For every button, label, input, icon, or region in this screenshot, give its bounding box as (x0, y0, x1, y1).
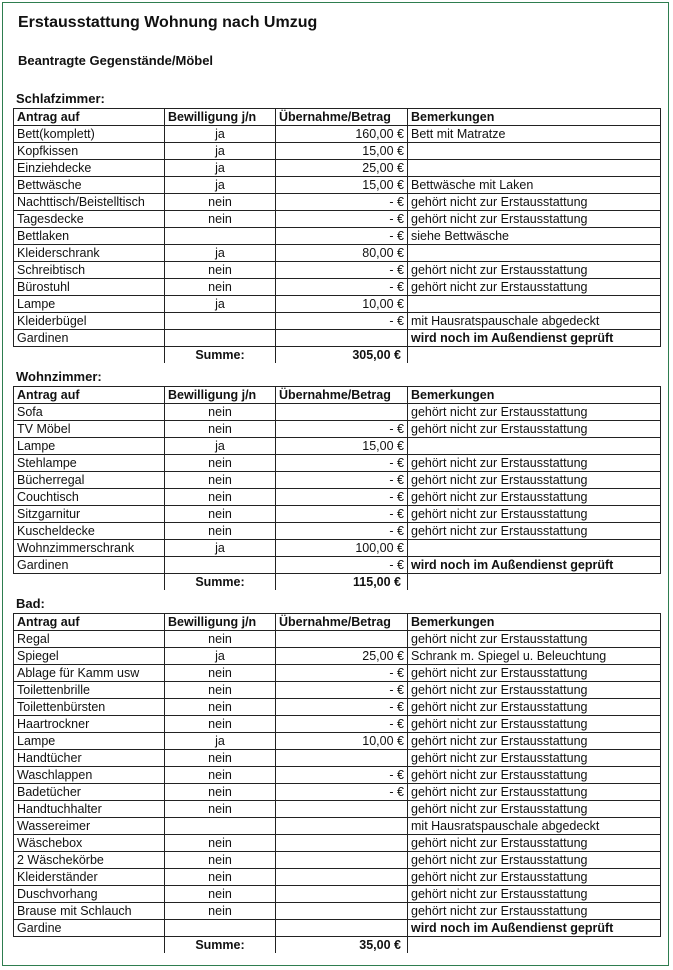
cell-bew: nein (165, 404, 276, 421)
cell-betrag: - € (276, 313, 408, 330)
cell-bem: Bettwäsche mit Laken (408, 177, 661, 194)
column-header: Bewilligung j/n (165, 387, 276, 404)
cell-bew: nein (165, 279, 276, 296)
table-row (14, 523, 661, 540)
table-row (14, 472, 661, 489)
column-header: Übernahme/Betrag (276, 387, 408, 404)
cell-item: Badetücher (14, 784, 165, 801)
table-row (14, 648, 661, 665)
cell-item: Kleiderständer (14, 869, 165, 886)
cell-betrag: - € (276, 784, 408, 801)
cell-betrag: - € (276, 472, 408, 489)
section-label: Schlafzimmer: (16, 91, 105, 106)
table-row (14, 126, 661, 143)
cell-betrag: - € (276, 211, 408, 228)
table-row (14, 245, 661, 262)
cell-item: Gardinen (14, 330, 165, 347)
cell-bem: gehört nicht zur Erstausstattung (408, 835, 661, 852)
cell-bem: gehört nicht zur Erstausstattung (408, 455, 661, 472)
cell-item: Kleiderschrank (14, 245, 165, 262)
page-title: Erstausstattung Wohnung nach Umzug (18, 14, 318, 31)
cell-betrag: - € (276, 767, 408, 784)
table-row (14, 631, 661, 648)
cell-betrag: - € (276, 682, 408, 699)
cell-item: Brause mit Schlauch (14, 903, 165, 920)
cell-betrag (276, 886, 408, 903)
table-header-row (14, 614, 661, 631)
cell-bew: nein (165, 489, 276, 506)
cell-bew: ja (165, 160, 276, 177)
cell-betrag (276, 903, 408, 920)
cell-bem: gehört nicht zur Erstausstattung (408, 631, 661, 648)
sum-row (14, 347, 661, 364)
cell-bem: mit Hausratspauschale abgedeckt (408, 818, 661, 835)
sum-label: Summe: (165, 574, 276, 591)
cell-bem: gehört nicht zur Erstausstattung (408, 523, 661, 540)
cell-bew: nein (165, 869, 276, 886)
sum-spacer (14, 937, 165, 954)
cell-betrag: 15,00 € (276, 143, 408, 160)
cell-betrag: - € (276, 665, 408, 682)
cell-bew: nein (165, 665, 276, 682)
cell-bew: ja (165, 143, 276, 160)
cell-bew: nein (165, 699, 276, 716)
cell-bew: nein (165, 750, 276, 767)
cell-bem: wird noch im Außendienst geprüft (408, 557, 661, 574)
cell-bem (408, 143, 661, 160)
section-table (13, 613, 661, 953)
table-row (14, 784, 661, 801)
cell-betrag: 80,00 € (276, 245, 408, 262)
table-row (14, 489, 661, 506)
cell-item: Handtuchhalter (14, 801, 165, 818)
cell-bew (165, 228, 276, 245)
cell-bew (165, 330, 276, 347)
column-header: Übernahme/Betrag (276, 109, 408, 126)
table-row (14, 228, 661, 245)
cell-betrag: - € (276, 506, 408, 523)
cell-item: Schreibtisch (14, 262, 165, 279)
cell-item: Tagesdecke (14, 211, 165, 228)
cell-bem: gehört nicht zur Erstausstattung (408, 506, 661, 523)
cell-bew: ja (165, 438, 276, 455)
cell-bew: nein (165, 523, 276, 540)
table-row (14, 404, 661, 421)
sum-value: 115,00 € (276, 574, 408, 591)
cell-bew: nein (165, 767, 276, 784)
column-header: Bemerkungen (408, 387, 661, 404)
sum-value: 35,00 € (276, 937, 408, 954)
cell-betrag: - € (276, 557, 408, 574)
cell-item: Nachttisch/Beistelltisch (14, 194, 165, 211)
table-row (14, 455, 661, 472)
cell-bew (165, 818, 276, 835)
table-row (14, 160, 661, 177)
cell-item: Duschvorhang (14, 886, 165, 903)
cell-bem: gehört nicht zur Erstausstattung (408, 472, 661, 489)
table-row (14, 920, 661, 937)
table-row (14, 421, 661, 438)
table-row (14, 540, 661, 557)
cell-bew (165, 557, 276, 574)
table-row (14, 852, 661, 869)
cell-betrag: 160,00 € (276, 126, 408, 143)
cell-item: Lampe (14, 733, 165, 750)
column-header: Antrag auf (14, 387, 165, 404)
table-header-row (14, 109, 661, 126)
cell-item: TV Möbel (14, 421, 165, 438)
cell-betrag: - € (276, 194, 408, 211)
cell-bew (165, 313, 276, 330)
table-row (14, 262, 661, 279)
cell-item: Toilettenbrille (14, 682, 165, 699)
cell-bem: gehört nicht zur Erstausstattung (408, 421, 661, 438)
table-row (14, 177, 661, 194)
table-row (14, 438, 661, 455)
cell-bem: wird noch im Außendienst geprüft (408, 920, 661, 937)
cell-bem: gehört nicht zur Erstausstattung (408, 733, 661, 750)
cell-bew: nein (165, 835, 276, 852)
cell-bew: nein (165, 682, 276, 699)
cell-item: Sitzgarnitur (14, 506, 165, 523)
section-label: Bad: (16, 596, 45, 611)
cell-bem: gehört nicht zur Erstausstattung (408, 767, 661, 784)
table-row (14, 330, 661, 347)
cell-item: Bücherregal (14, 472, 165, 489)
table-row (14, 818, 661, 835)
cell-betrag: 15,00 € (276, 177, 408, 194)
cell-item: Bürostuhl (14, 279, 165, 296)
cell-bew: ja (165, 126, 276, 143)
table-row (14, 699, 661, 716)
table-row (14, 557, 661, 574)
cell-betrag: - € (276, 523, 408, 540)
column-header: Bewilligung j/n (165, 109, 276, 126)
cell-bem: mit Hausratspauschale abgedeckt (408, 313, 661, 330)
cell-bew: nein (165, 903, 276, 920)
sum-spacer (14, 347, 165, 364)
column-header: Bemerkungen (408, 614, 661, 631)
cell-bem: gehört nicht zur Erstausstattung (408, 852, 661, 869)
cell-betrag (276, 404, 408, 421)
cell-bew: ja (165, 540, 276, 557)
sum-row (14, 574, 661, 591)
cell-bem (408, 438, 661, 455)
cell-bem: Bett mit Matratze (408, 126, 661, 143)
cell-bew: ja (165, 733, 276, 750)
cell-bem: gehört nicht zur Erstausstattung (408, 784, 661, 801)
cell-betrag: - € (276, 716, 408, 733)
cell-bem (408, 296, 661, 313)
cell-item: Toilettenbürsten (14, 699, 165, 716)
table-row (14, 886, 661, 903)
cell-bem: gehört nicht zur Erstausstattung (408, 750, 661, 767)
cell-betrag (276, 852, 408, 869)
cell-bem: gehört nicht zur Erstausstattung (408, 886, 661, 903)
table-row (14, 767, 661, 784)
table-row (14, 313, 661, 330)
cell-bem: gehört nicht zur Erstausstattung (408, 716, 661, 733)
cell-item: Bettlaken (14, 228, 165, 245)
cell-item: Regal (14, 631, 165, 648)
table-row (14, 665, 661, 682)
sum-value: 305,00 € (276, 347, 408, 364)
sum-row (14, 937, 661, 954)
sum-label: Summe: (165, 937, 276, 954)
page-subtitle: Beantragte Gegenstände/Möbel (18, 53, 214, 68)
cell-bew: nein (165, 472, 276, 489)
cell-item: Waschlappen (14, 767, 165, 784)
table-row (14, 506, 661, 523)
cell-betrag (276, 330, 408, 347)
cell-item: Wäschebox (14, 835, 165, 852)
cell-item: Wassereimer (14, 818, 165, 835)
table-header-row (14, 387, 661, 404)
cell-betrag: 25,00 € (276, 160, 408, 177)
cell-betrag: - € (276, 455, 408, 472)
cell-bew: ja (165, 296, 276, 313)
cell-bem: gehört nicht zur Erstausstattung (408, 869, 661, 886)
cell-bem: gehört nicht zur Erstausstattung (408, 903, 661, 920)
sum-spacer (408, 347, 661, 364)
cell-betrag (276, 920, 408, 937)
cell-item: Einziehdecke (14, 160, 165, 177)
column-header: Bemerkungen (408, 109, 661, 126)
cell-bew: ja (165, 177, 276, 194)
cell-item: Gardine (14, 920, 165, 937)
cell-betrag (276, 835, 408, 852)
cell-betrag: - € (276, 279, 408, 296)
cell-bew: nein (165, 631, 276, 648)
sum-label: Summe: (165, 347, 276, 364)
cell-item: Stehlampe (14, 455, 165, 472)
cell-bew: nein (165, 506, 276, 523)
cell-betrag: 25,00 € (276, 648, 408, 665)
table-row (14, 716, 661, 733)
cell-bew: nein (165, 421, 276, 438)
cell-bem: gehört nicht zur Erstausstattung (408, 489, 661, 506)
section-table (13, 108, 661, 363)
cell-betrag: 100,00 € (276, 540, 408, 557)
cell-betrag: - € (276, 699, 408, 716)
cell-bem (408, 245, 661, 262)
cell-bew: nein (165, 211, 276, 228)
cell-betrag (276, 750, 408, 767)
cell-bew: nein (165, 852, 276, 869)
table-row (14, 279, 661, 296)
cell-bew: nein (165, 455, 276, 472)
cell-item: Spiegel (14, 648, 165, 665)
cell-bew: nein (165, 262, 276, 279)
cell-bew: nein (165, 194, 276, 211)
cell-bew: ja (165, 245, 276, 262)
cell-item: Ablage für Kamm usw (14, 665, 165, 682)
cell-betrag: 10,00 € (276, 296, 408, 313)
cell-bem: gehört nicht zur Erstausstattung (408, 699, 661, 716)
cell-item: Wohnzimmerschrank (14, 540, 165, 557)
cell-bew (165, 920, 276, 937)
cell-bem: siehe Bettwäsche (408, 228, 661, 245)
sum-spacer (14, 574, 165, 591)
table-row (14, 869, 661, 886)
cell-betrag (276, 869, 408, 886)
column-header: Bewilligung j/n (165, 614, 276, 631)
cell-bem: Schrank m. Spiegel u. Beleuchtung (408, 648, 661, 665)
table-row (14, 211, 661, 228)
cell-item: Lampe (14, 296, 165, 313)
column-header: Übernahme/Betrag (276, 614, 408, 631)
cell-bem: gehört nicht zur Erstausstattung (408, 279, 661, 296)
cell-bem: wird noch im Außendienst geprüft (408, 330, 661, 347)
cell-bem (408, 160, 661, 177)
table-row (14, 143, 661, 160)
section-table (13, 386, 661, 590)
column-header: Antrag auf (14, 614, 165, 631)
cell-betrag: - € (276, 228, 408, 245)
cell-item: Lampe (14, 438, 165, 455)
column-header: Antrag auf (14, 109, 165, 126)
cell-betrag (276, 631, 408, 648)
cell-bem: gehört nicht zur Erstausstattung (408, 682, 661, 699)
cell-bew: nein (165, 801, 276, 818)
cell-item: Kuscheldecke (14, 523, 165, 540)
cell-bem (408, 540, 661, 557)
cell-item: Kopfkissen (14, 143, 165, 160)
cell-betrag: - € (276, 262, 408, 279)
table-row (14, 750, 661, 767)
cell-bem: gehört nicht zur Erstausstattung (408, 194, 661, 211)
cell-item: Kleiderbügel (14, 313, 165, 330)
cell-bem: gehört nicht zur Erstausstattung (408, 262, 661, 279)
table-row (14, 296, 661, 313)
table-row (14, 194, 661, 211)
table-row (14, 835, 661, 852)
cell-item: Sofa (14, 404, 165, 421)
sum-spacer (408, 937, 661, 954)
cell-item: Gardinen (14, 557, 165, 574)
sum-spacer (408, 574, 661, 591)
cell-bew: nein (165, 784, 276, 801)
cell-item: Haartrockner (14, 716, 165, 733)
cell-bew: nein (165, 716, 276, 733)
cell-item: 2 Wäschekörbe (14, 852, 165, 869)
section-label: Wohnzimmer: (16, 369, 102, 384)
table-row (14, 903, 661, 920)
cell-betrag (276, 801, 408, 818)
cell-bem: gehört nicht zur Erstausstattung (408, 404, 661, 421)
cell-bew: nein (165, 886, 276, 903)
table-row (14, 801, 661, 818)
cell-bew: ja (165, 648, 276, 665)
cell-betrag (276, 818, 408, 835)
cell-item: Handtücher (14, 750, 165, 767)
cell-item: Bett(komplett) (14, 126, 165, 143)
table-row (14, 682, 661, 699)
cell-item: Couchtisch (14, 489, 165, 506)
cell-betrag: - € (276, 421, 408, 438)
table-row (14, 733, 661, 750)
cell-betrag: 10,00 € (276, 733, 408, 750)
cell-betrag: 15,00 € (276, 438, 408, 455)
cell-bem: gehört nicht zur Erstausstattung (408, 211, 661, 228)
cell-bem: gehört nicht zur Erstausstattung (408, 665, 661, 682)
cell-bem: gehört nicht zur Erstausstattung (408, 801, 661, 818)
cell-betrag: - € (276, 489, 408, 506)
cell-item: Bettwäsche (14, 177, 165, 194)
